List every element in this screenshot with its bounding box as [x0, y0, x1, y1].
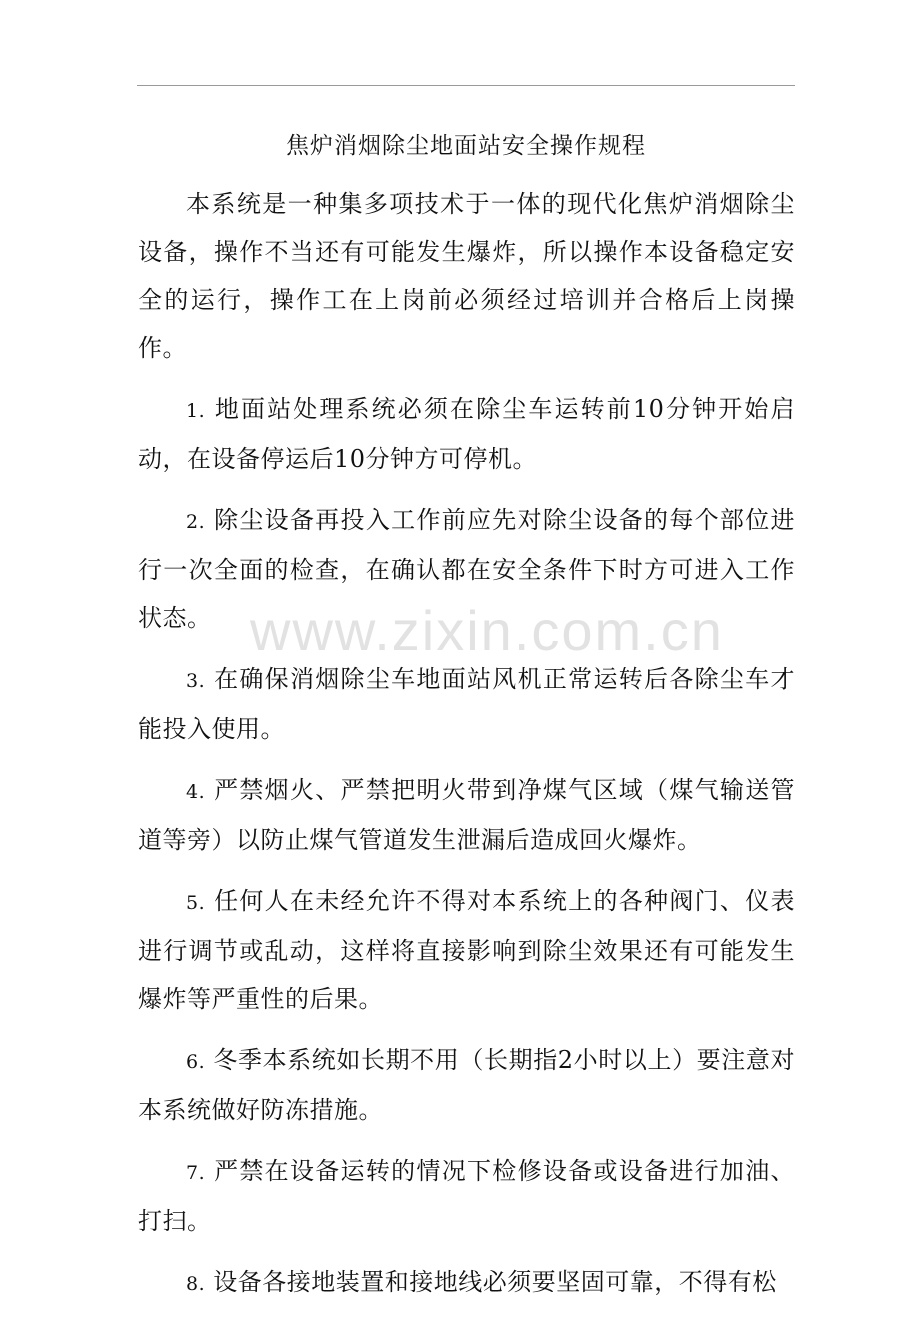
- watermark: www.zixin.com.cn: [250, 599, 724, 662]
- rule-item: [138, 1258, 795, 1308]
- rule-number: 8.: [186, 1273, 206, 1295]
- rule-text: 在确保消烟除尘车地面站风机正常运转后各除尘车才能投入使用。: [138, 665, 795, 743]
- rule-text: 设备各接地装置和接地线必须要坚固可靠，不得有松: [213, 1268, 777, 1296]
- rule-number: 6.: [186, 1051, 206, 1073]
- rule-number: 1.: [186, 400, 206, 422]
- rule-item: [138, 877, 795, 1023]
- document-body: [138, 180, 795, 1321]
- rule-item: [138, 766, 795, 864]
- rule-number: 3.: [186, 670, 206, 692]
- document-title: 焦炉消烟除尘地面站安全操作规程: [286, 133, 646, 159]
- rule-number: 5.: [186, 892, 206, 914]
- rule-number: 7.: [186, 1162, 206, 1184]
- rule-item: [138, 1036, 795, 1134]
- rule-text: 冬季本系统如长期不用（长期指2小时以上）要注意对本系统做好防冻措施。: [138, 1046, 795, 1124]
- rule-text: 除尘设备再投入工作前应先对除尘设备的每个部位进行一次全面的检查，在确认都在安全条件下时方可进入工作状态。: [138, 506, 795, 632]
- rule-item: [138, 385, 795, 483]
- intro-paragraph: 本系统是一种集多项技术于一体的现代化焦炉消烟除尘设备，操作不当还有可能发生爆炸，所以操作本设备稳定安全的运行，操作工在上岗前必须经过培训并合格后上岗操作。: [138, 190, 795, 362]
- rule-number: 2.: [186, 511, 206, 533]
- rule-item: [138, 1147, 795, 1245]
- rule-text: 严禁在设备运转的情况下检修设备或设备进行加油、打扫。: [138, 1157, 795, 1235]
- rule-item: [138, 496, 795, 642]
- rule-number: 4.: [186, 781, 206, 803]
- header-rule: [137, 85, 795, 86]
- rule-text: 严禁烟火、严禁把明火带到净煤气区域（煤气输送管道等旁）以防止煤气管道发生泄漏后造成回火爆炸。: [138, 776, 795, 854]
- rule-item: [138, 655, 795, 753]
- rule-text: 地面站处理系统必须在除尘车运转前10分钟开始启动，在设备停运后10分钟方可停机。: [138, 395, 795, 473]
- rule-text: 任何人在未经允许不得对本系统上的各种阀门、仪表进行调节或乱动，这样将直接影响到除尘效果还有可能发生爆炸等严重性的后果。: [138, 887, 795, 1013]
